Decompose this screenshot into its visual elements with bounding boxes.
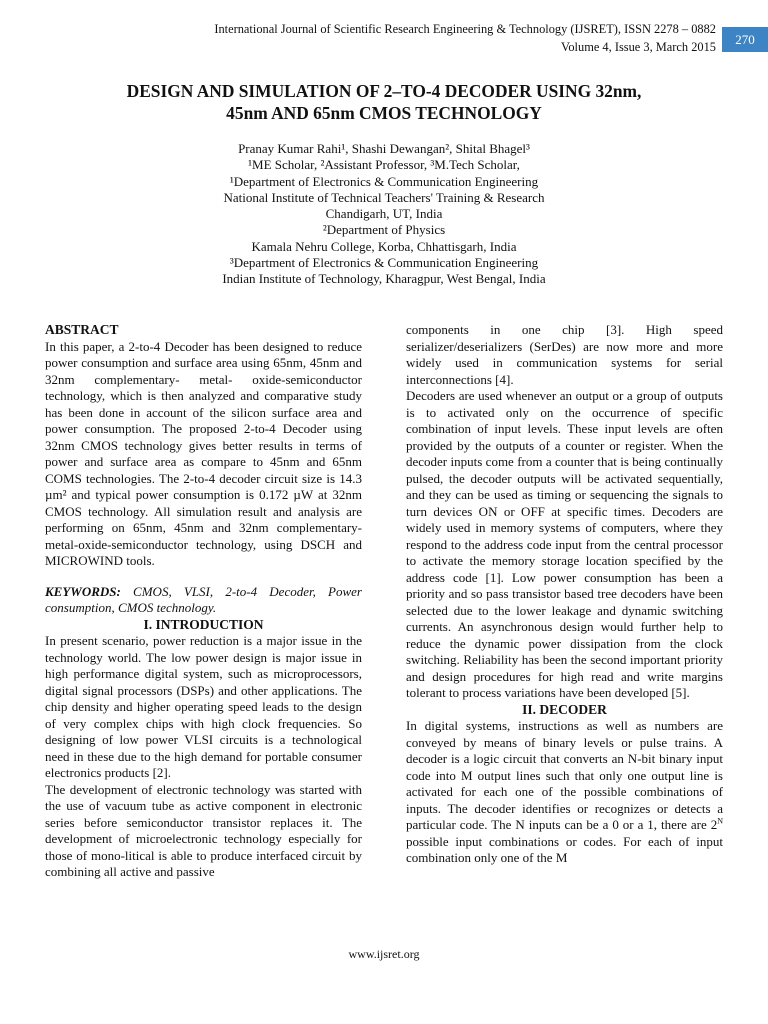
decoder-text-a: In digital systems, instructions as well as numbers are conveyed by means of binary levels or pulse trains. A decoder is a logic circuit that converts an N-bit binary input code into M output lines such that only one output line is activated for each one of the possible combinations of inputs. The decoder identifies or recognizes or detects a particular code. The N inputs can be a 0 or a 1, there are 2: [406, 718, 723, 832]
affiliation-3-dept: ³Department of Electronics & Communication Engineering: [229, 255, 539, 271]
title-line-1: DESIGN AND SIMULATION OF 2–TO-4 DECODER USING 32nm,: [126, 81, 642, 101]
intro-paragraph-4: Decoders are used whenever an output or a group of outputs is to activated only on the occurrence of specific combination of input levels. These input levels are often provided by the outputs of a counter or register. When the decoder inputs come from a counter that is being continually pulsed, the decoder outputs will be activated sequentially, and they can be used as timing or sequencing the signals to turn devices ON or OFF at specific times. Decoders are widely used in memory systems of computers, where they respond to the address code input from the central processor to activate the memory storage location specified by the address code [1]. Low power consumption has been a priority and so pass transistor based tree decoders have been selected due to the lower leakage and dynamic switching currents. An asynchronous design would further help to reduce the dynamic power dissipation from the clock switching. Reliability has been the second important priority and design procedures for high read and write margins tolerant to process variations have been developed [5].: [406, 388, 723, 700]
section-heading-introduction: I. INTRODUCTION: [143, 616, 264, 632]
affiliation-3-inst: Indian Institute of Technology, Kharagpur, West Bengal, India: [222, 271, 546, 287]
intro-paragraph-3: components in one chip [3]. High speed serializer/deserializers (SerDes) are now more and more widely used in communication systems for serial interconnections [4].: [406, 322, 723, 387]
decoder-text-b: possible input combinations or codes. For each of input combination only one of the M: [406, 833, 723, 865]
section-heading-decoder: II. DECODER: [522, 701, 607, 717]
footer-url: www.ijsret.org: [348, 947, 420, 961]
intro-paragraph-2: The development of electronic technology was started with the use of vacuum tube as active component in electronic series before semiconductor transistor replaces it. The development of microelectronic technology especially for those of mono-litical is able to produce interfaced circuit by combining all active and passive: [45, 781, 362, 879]
keywords-label: KEYWORDS:: [45, 583, 121, 599]
affiliation-1-dept: ¹Department of Electronics & Communication Engineering: [229, 173, 539, 189]
paper-title: [40, 80, 728, 124]
affiliation-2-inst: Kamala Nehru College, Korba, Chhattisgarh, India: [251, 238, 517, 254]
affiliation-1-inst: National Institute of Technical Teachers' Training & Research: [223, 189, 545, 205]
page-number-badge: 270: [722, 27, 768, 52]
intro-paragraph-1: In present scenario, power reduction is a major issue in the technology world. The low power design is major issue in high performance digital system, such as microprocessors, digital signal processors (DSPs) and other applications. The chip density and higher operating speed leads to the design of very complex chips with high clock frequencies. So designing of low power VLSI circuits is a technological need in these due to the high demand for portable consumer electronics products [2].: [45, 633, 362, 780]
journal-header: International Journal of Scientific Research Engineering & Technology (IJSRET), ISSN 2278 – 0882: [214, 22, 716, 36]
keywords-text: CMOS, VLSI, 2-to-4 Decoder, Power consumption, CMOS technology.: [45, 583, 362, 615]
affiliation-2-dept: ²Department of Physics: [322, 222, 446, 238]
affiliation-1-loc: Chandigarh, UT, India: [325, 206, 443, 222]
abstract-text: In this paper, a 2-to-4 Decoder has been designed to reduce power consumption and surface area using 65nm, 45nm and 32nm complementary- metal- oxide-semiconductor technology, which is then analyzed and comparative study has been done in account of the silicon surface area and power consumption. The proposed 2-to-4 Decoder using 32nm CMOS technology gives better results in terms of power and surface area as compare to 45nm and 65nm COMS technologies. The 2-to-4 decoder circuit size is 14.3 µm² and typical power consumption is 0.172 µW at 32nm CMOS technology. All simulation result and analysis are performing on 65nm, 45nm and 32nm complementary-metal-oxide-semiconductor technology, using DSCH and MICROWIND tools.: [45, 338, 362, 568]
left-column: [45, 322, 362, 881]
abstract-heading: ABSTRACT: [45, 322, 119, 337]
author-names: Pranay Kumar Rahi¹, Shashi Dewangan², Shital Bhagel³: [238, 141, 530, 156]
author-roles: ¹ME Scholar, ²Assistant Professor, ³M.Tech Scholar,: [248, 157, 520, 173]
author-block: [40, 141, 728, 288]
keywords: [45, 584, 362, 617]
right-column: [406, 322, 723, 867]
volume-issue: Volume 4, Issue 3, March 2015: [561, 40, 716, 54]
title-line-2: 45nm AND 65nm CMOS TECHNOLOGY: [226, 103, 542, 123]
decoder-paragraph-1: [406, 718, 723, 867]
decoder-superscript: N: [717, 816, 723, 826]
